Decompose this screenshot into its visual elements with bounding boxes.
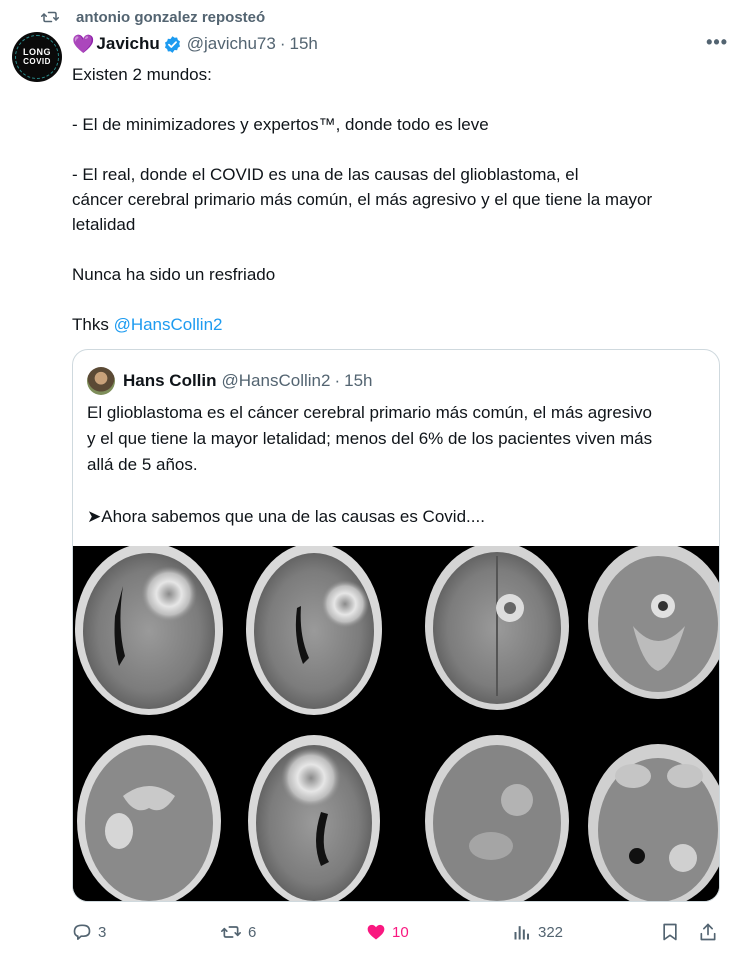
reply-count: 3 xyxy=(98,923,107,941)
brain-scans-illustration xyxy=(73,546,720,902)
tweet-line: Existen 2 mundos: xyxy=(72,65,212,84)
repost-indicator[interactable] xyxy=(40,6,265,28)
share-icon xyxy=(698,922,718,942)
tweet-header xyxy=(72,32,732,56)
repost-icon xyxy=(40,7,60,27)
thanks-prefix: Thks xyxy=(72,315,114,334)
like-button[interactable] xyxy=(366,918,409,946)
bookmark-button[interactable] xyxy=(660,918,686,946)
tweet-line: - El real, donde el COVID es una de las causas del glioblastoma, el xyxy=(72,165,579,184)
tweet-blank-line xyxy=(72,137,722,162)
scan-6 xyxy=(248,735,380,902)
scan-1 xyxy=(75,546,223,715)
scan-7 xyxy=(425,735,569,902)
quoted-line: El glioblastoma es el cáncer cerebral primario más común, el más agresivo xyxy=(87,403,653,422)
mri-image[interactable] xyxy=(73,546,720,902)
quoted-time[interactable]: 15h xyxy=(344,371,373,390)
heart-filled-icon xyxy=(366,922,386,942)
quoted-line: allá de 5 años. xyxy=(87,455,198,474)
verified-badge-icon xyxy=(163,35,182,54)
tweet-blank-line xyxy=(72,287,722,312)
reply-button[interactable] xyxy=(72,918,106,946)
views-button[interactable] xyxy=(512,918,563,946)
views-count: 322 xyxy=(538,923,564,941)
analytics-icon xyxy=(512,922,532,942)
reply-icon xyxy=(72,922,92,942)
tweet-time[interactable]: 15h xyxy=(289,34,318,53)
purple-heart-emoji: 💜 xyxy=(72,33,95,54)
like-count: 10 xyxy=(392,923,409,941)
quoted-line: ➤Ahora sabemos que una de las causas es Covid.... xyxy=(87,507,485,526)
bookmark-icon xyxy=(660,922,680,942)
quoted-author-handle[interactable]: @HansCollin2 xyxy=(221,371,331,390)
quoted-author-name[interactable]: Hans Collin xyxy=(123,371,217,390)
quoted-tweet[interactable] xyxy=(72,349,720,902)
author-display-name[interactable]: Javichu xyxy=(96,34,160,53)
quoted-separator: · xyxy=(334,371,341,390)
scan-5 xyxy=(77,735,221,902)
quoted-author-avatar[interactable] xyxy=(87,367,115,395)
header-separator: · xyxy=(279,34,286,53)
mention-link[interactable]: @HansCollin2 xyxy=(113,315,223,334)
more-options-icon[interactable]: ••• xyxy=(706,32,728,52)
tweet-line: cáncer cerebral primario más común, el más agresivo y el que tiene la mayor xyxy=(72,190,653,209)
tweet-blank-line xyxy=(72,87,722,112)
tweet-thanks-line xyxy=(72,312,722,337)
quoted-blank-line xyxy=(87,478,707,504)
author-avatar[interactable] xyxy=(12,32,62,82)
tweet-text xyxy=(72,62,722,337)
tweet-line: letalidad xyxy=(72,215,136,234)
repost-button[interactable] xyxy=(220,918,256,946)
action-bar xyxy=(72,918,724,946)
scan-2 xyxy=(246,546,382,715)
tweet-line: Nunca ha sido un resfriado xyxy=(72,265,276,284)
quoted-line: y el que tiene la mayor letalidad; menos del 6% de los pacientes viven más xyxy=(87,429,653,448)
repost-action-icon xyxy=(220,922,242,942)
share-button[interactable] xyxy=(698,918,724,946)
avatar-text-long: LONG xyxy=(23,47,51,57)
tweet-blank-line xyxy=(72,237,722,262)
repost-count: 6 xyxy=(248,923,257,941)
tweet-line: - El de minimizadores y expertos™, donde todo es leve xyxy=(72,115,489,134)
quoted-tweet-text xyxy=(87,400,707,530)
repost-text: antonio gonzalez reposteó xyxy=(76,8,266,26)
author-handle[interactable]: @javichu73 xyxy=(186,34,276,53)
scan-3 xyxy=(425,546,569,710)
avatar-text-covid: COVID xyxy=(23,57,51,66)
quoted-tweet-header xyxy=(87,366,372,396)
